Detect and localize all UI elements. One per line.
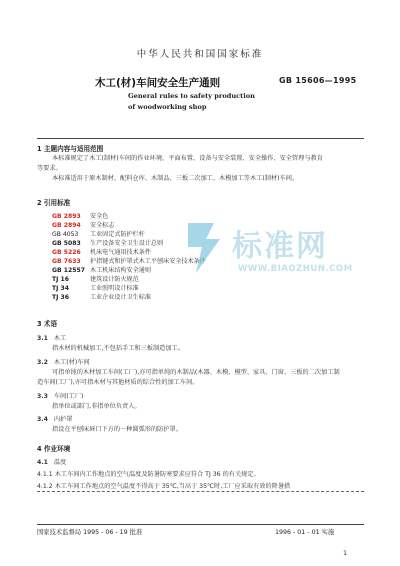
section-4-heading: 4 作业环境 — [37, 445, 71, 453]
term-3-1 — [37, 333, 66, 342]
term-3-3-definition: 指单位或部门,非指单位负责人。 — [52, 403, 141, 410]
reference-code: GB 2894 — [52, 222, 81, 229]
reference-item — [52, 283, 139, 292]
term-number: 3.3 — [37, 393, 48, 400]
term-3-1-definition: 指木材的机械加工,不包括手工和三板制造加工。 — [52, 345, 184, 352]
section-1-para-1a: 本标准规定了木工(制材)车间的作业环境、平面布置、设备与安全装置、安全操作、安全管理与教育 — [52, 155, 323, 162]
cut-rule — [37, 491, 364, 492]
reference-title: 机床电气通用技术条件 — [90, 249, 151, 256]
reference-item — [52, 247, 151, 256]
watermark-url: WWW.BIAOZHUN.COM — [238, 264, 353, 274]
approval-line: 国家技术监督局 1995 - 06 - 19 批准 — [37, 529, 143, 536]
implementation-line: 1996 - 01 - 01 实施 — [275, 529, 335, 536]
reference-code: TJ 16 — [52, 276, 70, 283]
reference-item — [52, 220, 114, 229]
clause-4-1-1: 4.1.1 木工车间内工作地点的空气温度及防暑防寒要求应符合 TJ 36 的有关规定。 — [37, 471, 260, 478]
reference-item — [52, 229, 145, 238]
watermark — [180, 217, 385, 283]
reference-code: GB 2893 — [52, 213, 81, 220]
clause-4-1-2: 4.1.2 木工车间工作地点的空气温度不得高于 35℃,当高于 35℃时,工厂应采取有效的降暑措 — [37, 483, 291, 490]
standard-number: GB 15606—1995 — [279, 76, 357, 85]
term-number: 3.2 — [37, 359, 48, 366]
watermark-text: 标准网 — [232, 229, 328, 264]
reference-title: 安全标志 — [90, 222, 115, 229]
national-standard-header: 中华人民共和国国家标准 — [136, 49, 264, 60]
reference-title: 工业固定式防护栏杆 — [90, 231, 145, 238]
reference-title: 生产设备安全卫生设计总则 — [90, 240, 164, 247]
reference-item — [52, 265, 151, 274]
english-title-line1: General rules to safety production — [128, 92, 255, 100]
section-1-heading: 1 主题内容与适用范围 — [37, 145, 104, 153]
term-3-4-definition: 指设在平刨床唇口下方的一种圆弧形的防护罩。 — [52, 426, 182, 433]
term-3-4 — [37, 414, 72, 423]
reference-item — [52, 238, 163, 247]
reference-code: GB 7633 — [52, 258, 81, 265]
section-2-heading: 2 引用标准 — [37, 199, 71, 207]
term-name: 内护罩 — [53, 416, 73, 423]
reference-item — [52, 292, 151, 301]
reference-code: TJ 36 — [52, 294, 70, 301]
reference-code: GB 12557 — [52, 267, 85, 274]
english-title-line2: of woodworking shop — [128, 103, 207, 111]
top-rule — [37, 138, 364, 139]
clause-4-1 — [37, 457, 66, 466]
reference-item — [52, 211, 108, 220]
term-3-3 — [37, 391, 83, 400]
reference-title: 工业照明设计标准 — [90, 285, 139, 292]
reference-code: GB 4053 — [52, 231, 79, 238]
reference-title: 木工机床结构安全通则 — [90, 267, 151, 274]
reference-title: 护指键式和护罩式木工平刨床安全技术条件 — [90, 258, 206, 265]
term-3-2 — [37, 357, 90, 366]
footer-rule — [37, 524, 364, 525]
reference-code: GB 5226 — [52, 249, 81, 256]
term-number: 3.1 — [37, 335, 48, 342]
reference-code: TJ 34 — [52, 285, 70, 292]
page-number: 1 — [343, 549, 348, 557]
reference-title: 建筑设计防火规范 — [90, 276, 139, 283]
term-name: 车间(工厂) — [53, 393, 84, 400]
term-name: 木工(材)车间 — [53, 359, 90, 366]
section-1-para-2: 本标准适用于原木制材、配料仓库、木制品、三板二次加工、木模加工等木工(制材)车间。 — [52, 175, 299, 182]
term-number: 3.4 — [37, 416, 48, 423]
term-3-2-definition-a: 可指单纯的木材加工车间(工厂),亦可指单纯的木制品(木器、木模、模型、家具、门窗、三板的二次加工制 — [52, 369, 340, 376]
term-name: 木工 — [53, 335, 67, 342]
reference-code: GB 5083 — [52, 240, 81, 247]
reference-title: 工业企业设计卫生标准 — [90, 294, 151, 301]
clause-number: 4.1 — [37, 459, 48, 466]
section-1-para-1b: 等要求。 — [37, 165, 62, 172]
reference-item — [52, 274, 139, 283]
clause-name: 温度 — [53, 459, 67, 466]
term-3-2-definition-b: 造车间(工厂),亦可指木材与其他材质的综合性的加工车间。 — [37, 379, 199, 386]
reference-title: 安全色 — [90, 213, 109, 220]
document-title: 木工(材)车间安全生产通则 — [95, 77, 221, 89]
watermark-logo-icon — [180, 217, 228, 277]
section-3-heading: 3 术语 — [37, 320, 58, 328]
